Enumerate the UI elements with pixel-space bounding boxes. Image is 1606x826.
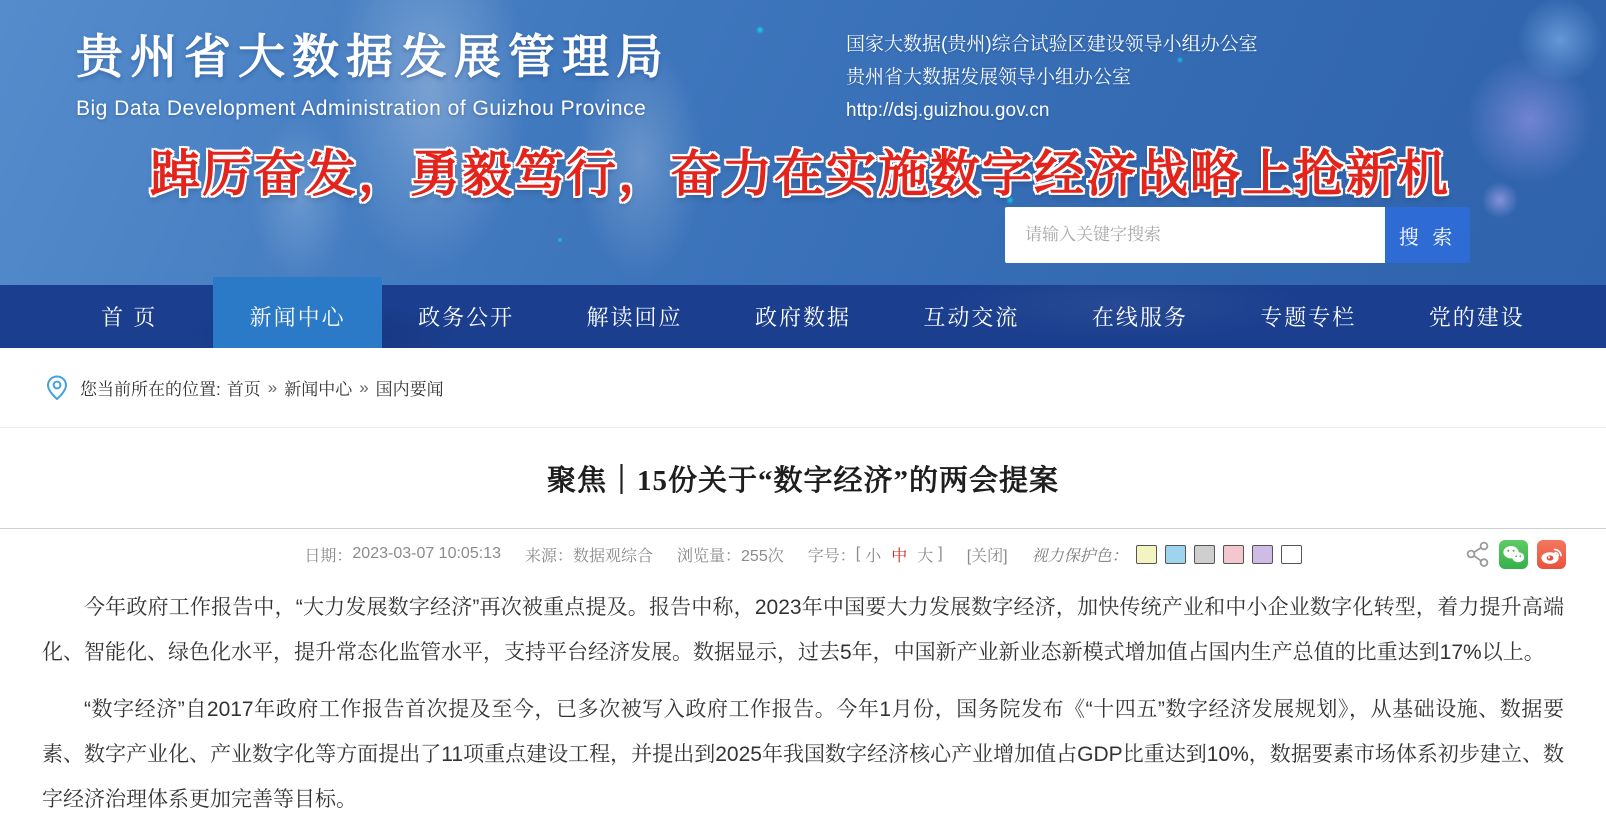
org-line-2: 贵州省大数据发展领导小组办公室	[846, 67, 1132, 88]
breadcrumb-separator: »	[267, 377, 278, 397]
site-logo[interactable]	[76, 20, 670, 121]
nav-item-home[interactable]: 首 页	[101, 305, 158, 330]
meta-views-value: 255次	[741, 547, 784, 565]
title-block	[0, 428, 1606, 529]
meta-source-label: 来源：	[524, 547, 573, 565]
search-button[interactable]: 搜 索	[1385, 207, 1470, 263]
org-block	[846, 28, 1258, 127]
breadcrumb-news-center[interactable]: 新闻中心	[284, 380, 353, 399]
site-title: 贵州省大数据发展管理局	[76, 30, 670, 83]
breadcrumb	[0, 348, 1606, 428]
wechat-share-icon[interactable]	[1499, 540, 1528, 569]
meta-date-value: 2023-03-07 10:05:13	[352, 545, 501, 562]
search-row	[0, 200, 1606, 285]
nav-item-party-building[interactable]: 党的建设	[1428, 305, 1525, 330]
meta-source	[525, 543, 653, 566]
site-subtitle: Big Data Development Administration of Guizhou Province	[76, 97, 647, 120]
slogan-row	[0, 140, 1606, 200]
font-size-bracket-open: [	[855, 545, 861, 562]
weibo-share-icon[interactable]	[1537, 540, 1566, 569]
location-pin-icon	[46, 375, 68, 401]
search-box	[1005, 207, 1470, 263]
font-size-control	[808, 543, 943, 566]
eye-color-swatch-white[interactable]	[1281, 545, 1302, 564]
nav-item-interpretation[interactable]: 解读回应	[586, 305, 683, 330]
breadcrumb-domestic-news[interactable]: 国内要闻	[375, 380, 444, 399]
close-button[interactable]: [关闭]	[966, 547, 1008, 565]
meta-source-value: 数据观综合	[572, 547, 653, 565]
article-title: 聚焦｜15份关于“数字经济”的两会提案	[546, 464, 1059, 497]
breadcrumb-separator: »	[359, 377, 369, 397]
nav-item-interaction[interactable]: 互动交流	[923, 305, 1020, 330]
article-main	[0, 428, 1606, 822]
slogan-banner: 踔厉奋发，勇毅笃行，奋力在实施数字经济战略上抢新机	[150, 146, 1450, 202]
main-nav	[0, 285, 1606, 348]
eye-protect-label: 视力保护色：	[1031, 547, 1128, 565]
meta-date	[304, 543, 501, 566]
eye-protect-swatches	[1136, 545, 1302, 564]
site-header	[0, 0, 1606, 285]
nav-item-gov-data[interactable]: 政府数据	[754, 305, 851, 330]
eye-color-swatch-blue[interactable]	[1165, 545, 1186, 564]
eye-color-swatch-gray[interactable]	[1194, 545, 1215, 564]
font-size-small-button[interactable]: 小	[865, 547, 882, 565]
article-body	[0, 579, 1606, 822]
share-icon[interactable]	[1465, 541, 1490, 568]
nav-item-news-center[interactable]: 新闻中心	[213, 285, 381, 348]
article-paragraph-2: “数字经济”自2017年政府工作报告首次提及至今，已多次被写入政府工作报告。今年1月份，国务院发布《“十四五”数字经济发展规划》，从基础设施、数据要素、数字产业化、产业数字化等方面提出了11项重点建设工程，并提出到2025年我国数字经济核心产业增加值占GDP比重达到10%，数据要素市场体系初步建立、数字经济治理体系更加完善等目标。	[42, 698, 1564, 811]
font-size-medium-button[interactable]: 中	[891, 547, 908, 565]
font-size-large-button[interactable]: 大	[917, 547, 934, 565]
eye-color-swatch-yellow[interactable]	[1136, 545, 1157, 564]
meta-views-label: 浏览量：	[677, 547, 742, 565]
meta-views	[677, 543, 784, 566]
search-input[interactable]	[1005, 207, 1385, 263]
breadcrumb-home[interactable]: 首页	[226, 380, 261, 399]
article-paragraph-1: 今年政府工作报告中，“大力发展数字经济”再次被重点提及。报告中称，2023年中国要大力发展数字经济，加快传统产业和中小企业数字化转型，着力提升高端化、智能化、绿色化水平，提升常态化监管水平，支持平台经济发展。数据显示，过去5年，中国新产业新业态新模式增加值占国内生产总值的比重达到17%以上。	[42, 596, 1564, 664]
font-size-label: 字号：	[807, 547, 856, 565]
eye-color-swatch-purple[interactable]	[1252, 545, 1273, 564]
breadcrumb-prefix: 您当前所在的位置:	[80, 380, 221, 399]
font-size-bracket-close: ]	[938, 545, 943, 562]
eye-color-swatch-pink[interactable]	[1223, 545, 1244, 564]
nav-item-special-topics[interactable]: 专题专栏	[1260, 305, 1357, 330]
site-url-link[interactable]: http://dsj.guizhou.gov.cn	[846, 100, 1050, 121]
header-top	[0, 0, 1606, 140]
nav-item-online-service[interactable]: 在线服务	[1091, 305, 1188, 330]
nav-item-gov-affairs[interactable]: 政务公开	[418, 305, 515, 330]
share-group	[1465, 540, 1566, 569]
article-meta-row	[0, 529, 1606, 579]
meta-date-label: 日期：	[304, 547, 353, 565]
org-line-1: 国家大数据(贵州)综合试验区建设领导小组办公室	[846, 34, 1258, 55]
eye-protect-control	[1032, 543, 1302, 566]
